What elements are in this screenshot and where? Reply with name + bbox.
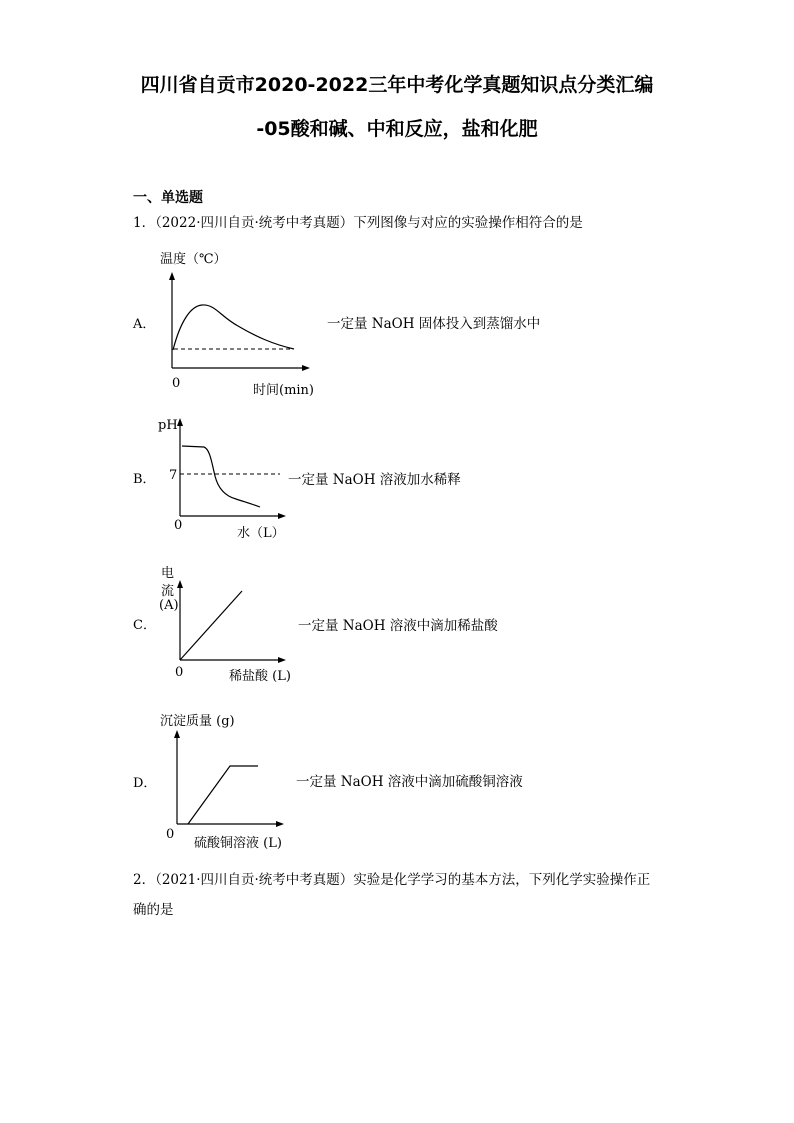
- graph-a-y-label: 温度（℃）: [160, 252, 227, 267]
- graph-c-x-arrow: [278, 657, 286, 663]
- graph-c-x-label: 稀盐酸 (L): [229, 669, 291, 684]
- graph-a-x-arrow: [302, 365, 310, 371]
- option-a-description: 一定量 NaOH 固体投入到蒸馏水中: [327, 316, 541, 332]
- graph-b-origin: 0: [174, 518, 183, 533]
- question-1: [133, 208, 583, 238]
- graph-c: [170, 578, 310, 668]
- option-c-description: 一定量 NaOH 溶液中滴加稀盐酸: [298, 618, 498, 634]
- option-d-description: 一定量 NaOH 溶液中滴加硫酸铜溶液: [296, 774, 523, 790]
- question-text: 实验是化学学习的基本方法，下列化学实验操作正: [353, 872, 651, 888]
- graph-c-origin: 0: [175, 665, 184, 680]
- option-b-label: B．: [133, 472, 156, 487]
- question-number: 1．: [133, 215, 156, 231]
- graph-c-y-label-1: 电: [161, 566, 175, 581]
- graph-a-x-label: 时间(min): [253, 383, 315, 398]
- question-text: 下列图像与对应的实验操作相符合的是: [353, 215, 583, 231]
- question-2-line-1: [133, 865, 673, 895]
- graph-b-x-arrow: [278, 513, 286, 519]
- graph-b-ref-tick: 7: [169, 468, 178, 483]
- option-b-description: 一定量 NaOH 溶液加水稀释: [288, 472, 461, 488]
- graph-d-x-label: 硫酸铜溶液 (L): [194, 836, 282, 851]
- question-2-line-2: 确的是: [133, 902, 174, 918]
- option-c-label: C．: [133, 618, 156, 633]
- graph-c-line: [180, 591, 242, 660]
- document-title-line-2: -05酸和碱、中和反应，盐和化肥: [256, 118, 538, 140]
- question-source: （2021·四川自贡·统考中考真题）: [155, 872, 354, 888]
- graph-d-y-label: 沉淀质量 (g): [160, 714, 235, 729]
- option-d-label: D．: [133, 776, 157, 791]
- graph-a-origin: 0: [172, 376, 181, 391]
- graph-a: [160, 268, 320, 378]
- graph-a-curve: [173, 305, 294, 350]
- question-2: [133, 865, 673, 925]
- section-heading: 一、单选题: [133, 190, 203, 206]
- graph-c-y-label-3: (A): [159, 598, 179, 613]
- question-source: （2022·四川自贡·统考中考真题）: [155, 215, 354, 231]
- graph-d-x-arrow: [276, 821, 284, 827]
- graph-c-y-label-2: 流: [161, 584, 175, 599]
- option-a-label: A．: [133, 317, 156, 332]
- document-title-line-1: 四川省自贡市2020-2022三年中考化学真题知识点分类汇编: [140, 74, 654, 96]
- question-number: 2．: [133, 872, 156, 888]
- graph-d-origin: 0: [166, 827, 175, 842]
- graph-d: [168, 728, 308, 828]
- graph-b-x-label: 水（L）: [237, 526, 285, 541]
- graph-b-curve: [182, 446, 260, 507]
- graph-d-line: [188, 766, 258, 824]
- graph-b-y-label: pH: [158, 418, 178, 433]
